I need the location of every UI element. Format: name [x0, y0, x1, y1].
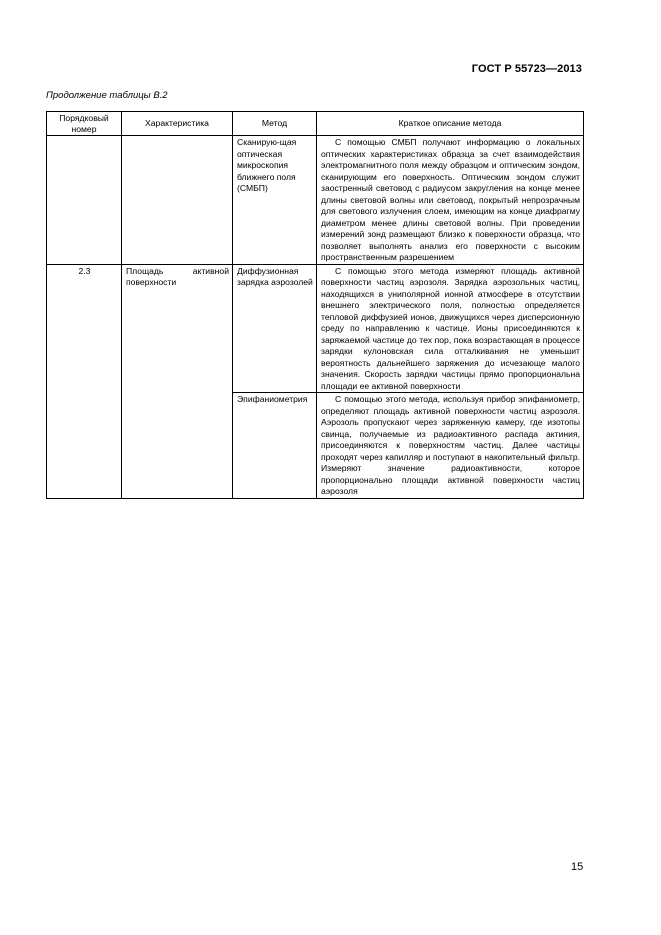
column-header-characteristic: Характеристика: [122, 112, 233, 136]
description-cell: С помощью этого метода, используя прибор эпифаниометр, определяют площадь активной поверхности частиц аэрозоля. Аэрозоль пропускают через заряженную камеру, где изотопы свинца, получаемые из радиоактивного распада актиния, присоединяются к поверхностям частиц. Далее частицы проходят через капилляр и поступают в накопительный фильтр. Измеряют значение радиоактивности, которое пропорционально площади активной поверхности частиц аэрозоля: [317, 393, 584, 499]
table-header-row: [47, 112, 584, 136]
row-number-cell: [47, 136, 122, 265]
method-cell: Эпифаниометрия: [233, 393, 317, 499]
table-continuation-label: Продолжение таблицы В.2: [46, 90, 168, 101]
method-cell: Сканирую-щая оптическая микроскопия ближнего поля (СМБП): [233, 136, 317, 265]
column-header-method: Метод: [233, 112, 317, 136]
method-cell: Диффузионная зарядка аэрозолей: [233, 264, 317, 393]
characteristic-cell: Площадь активной поверхности: [122, 264, 233, 498]
column-header-number: Порядковый номер: [47, 112, 122, 136]
table-row: [47, 136, 584, 265]
description-cell: С помощью этого метода измеряют площадь активной поверхности частиц аэрозоля. Зарядка аэрозольных частиц, находящихся в униполярной ионной атмосфере в отсутствии внешнего электрического поля, полностью определяется тепловой диффузией ионов, движущихся через дисперсионную среду по направлению к частице. Ионы присоединяются к заряжаемой частице до тех пор, пока возрастающая в процессе зарядки кулоновская сила отталкивания не уменьшит вероятность дальнейшего заряжения до исчезающе малого значения. Скорость зарядки частицы прямо пропорциональна площади ее активной поверхности: [317, 264, 584, 393]
characteristic-cell: [122, 136, 233, 265]
document-header: ГОСТ Р 55723—2013: [471, 63, 582, 75]
description-cell: С помощью СМБП получают информацию о локальных оптических характеристиках образца за счет взаимодействия электромагнитного поля между образцом и оптическим зондом, сканирующим его поверхность. Оптическим зондом служит заостренный световод с радиусом закругления на конце менее длины световой волны или световод, покрытый непрозрачным для светового излучения слоем, имеющим на конце диафрагму диаметром менее длины световой волны. При проведении измерений зонд размещают близко к поверхности образца, что позволяет выполнять анализ его поверхности с высоким пространственным разрешением: [317, 136, 584, 265]
table-row: [47, 264, 584, 393]
page-number: 15: [571, 861, 584, 873]
row-number-cell: 2.3: [47, 264, 122, 498]
column-header-description: Краткое описание метода: [317, 112, 584, 136]
methods-table: [46, 111, 584, 499]
